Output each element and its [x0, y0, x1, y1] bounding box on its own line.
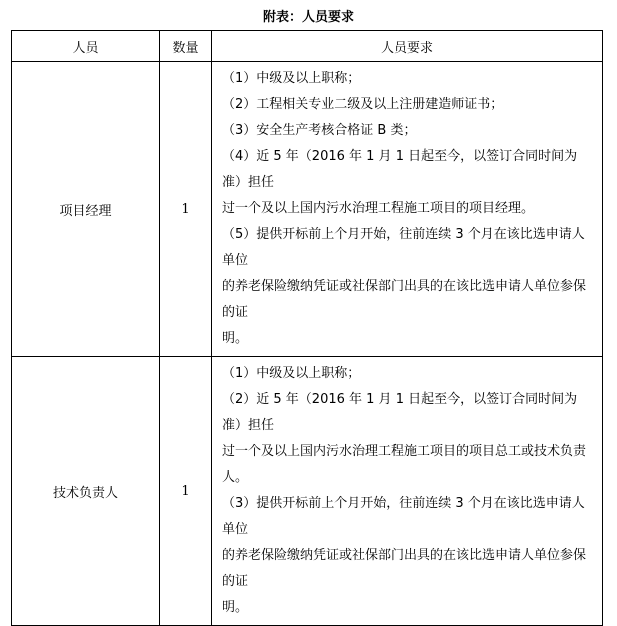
requirement-line: （3）提供开标前上个月开始，往前连续 3 个月在该比选申请人单位: [222, 496, 585, 537]
header-personnel: 人员: [12, 31, 160, 62]
document-title: 附表：人员要求: [262, 10, 354, 25]
table-row: [12, 357, 603, 626]
count-cell: 1: [160, 357, 212, 626]
requirement-line: （1）中级及以上职称；: [222, 71, 361, 86]
requirement-line: （1）中级及以上职称；: [222, 366, 361, 381]
requirements-cell: [212, 357, 603, 626]
requirement-line: 过一个及以上国内污水治理工程施工项目的项目经理。: [222, 201, 535, 216]
requirement-line: 的养老保险缴纳凭证或社保部门出具的在该比选申请人单位参保的证: [222, 279, 587, 320]
role-cell: 技术负责人: [12, 357, 160, 626]
personnel-requirements-table: [11, 30, 603, 626]
requirement-line: 明。: [222, 331, 249, 346]
table-row: [12, 62, 603, 357]
header-quantity: 数量: [160, 31, 212, 62]
requirement-line: （2）近 5 年（2016 年 1 月 1 日起至今，以签订合同时间为准）担任: [222, 392, 578, 433]
requirement-line: （5）提供开标前上个月开始，往前连续 3 个月在该比选申请人单位: [222, 227, 585, 268]
requirement-line: （2）工程相关专业二级及以上注册建造师证书；: [222, 97, 504, 112]
requirements-cell: [212, 62, 603, 357]
requirement-line: 的养老保险缴纳凭证或社保部门出具的在该比选申请人单位参保的证: [222, 548, 587, 589]
header-requirements: 人员要求: [212, 31, 603, 62]
requirement-line: 明。: [222, 600, 249, 615]
table-header-row: [12, 31, 603, 62]
role-cell: 项目经理: [12, 62, 160, 357]
requirement-line: （4）近 5 年（2016 年 1 月 1 日起至今，以签订合同时间为准）担任: [222, 149, 578, 190]
count-cell: 1: [160, 62, 212, 357]
requirement-line: （3）安全生产考核合格证 B 类；: [222, 123, 417, 138]
requirement-line: 过一个及以上国内污水治理工程施工项目的项目总工或技术负责人。: [222, 444, 587, 485]
